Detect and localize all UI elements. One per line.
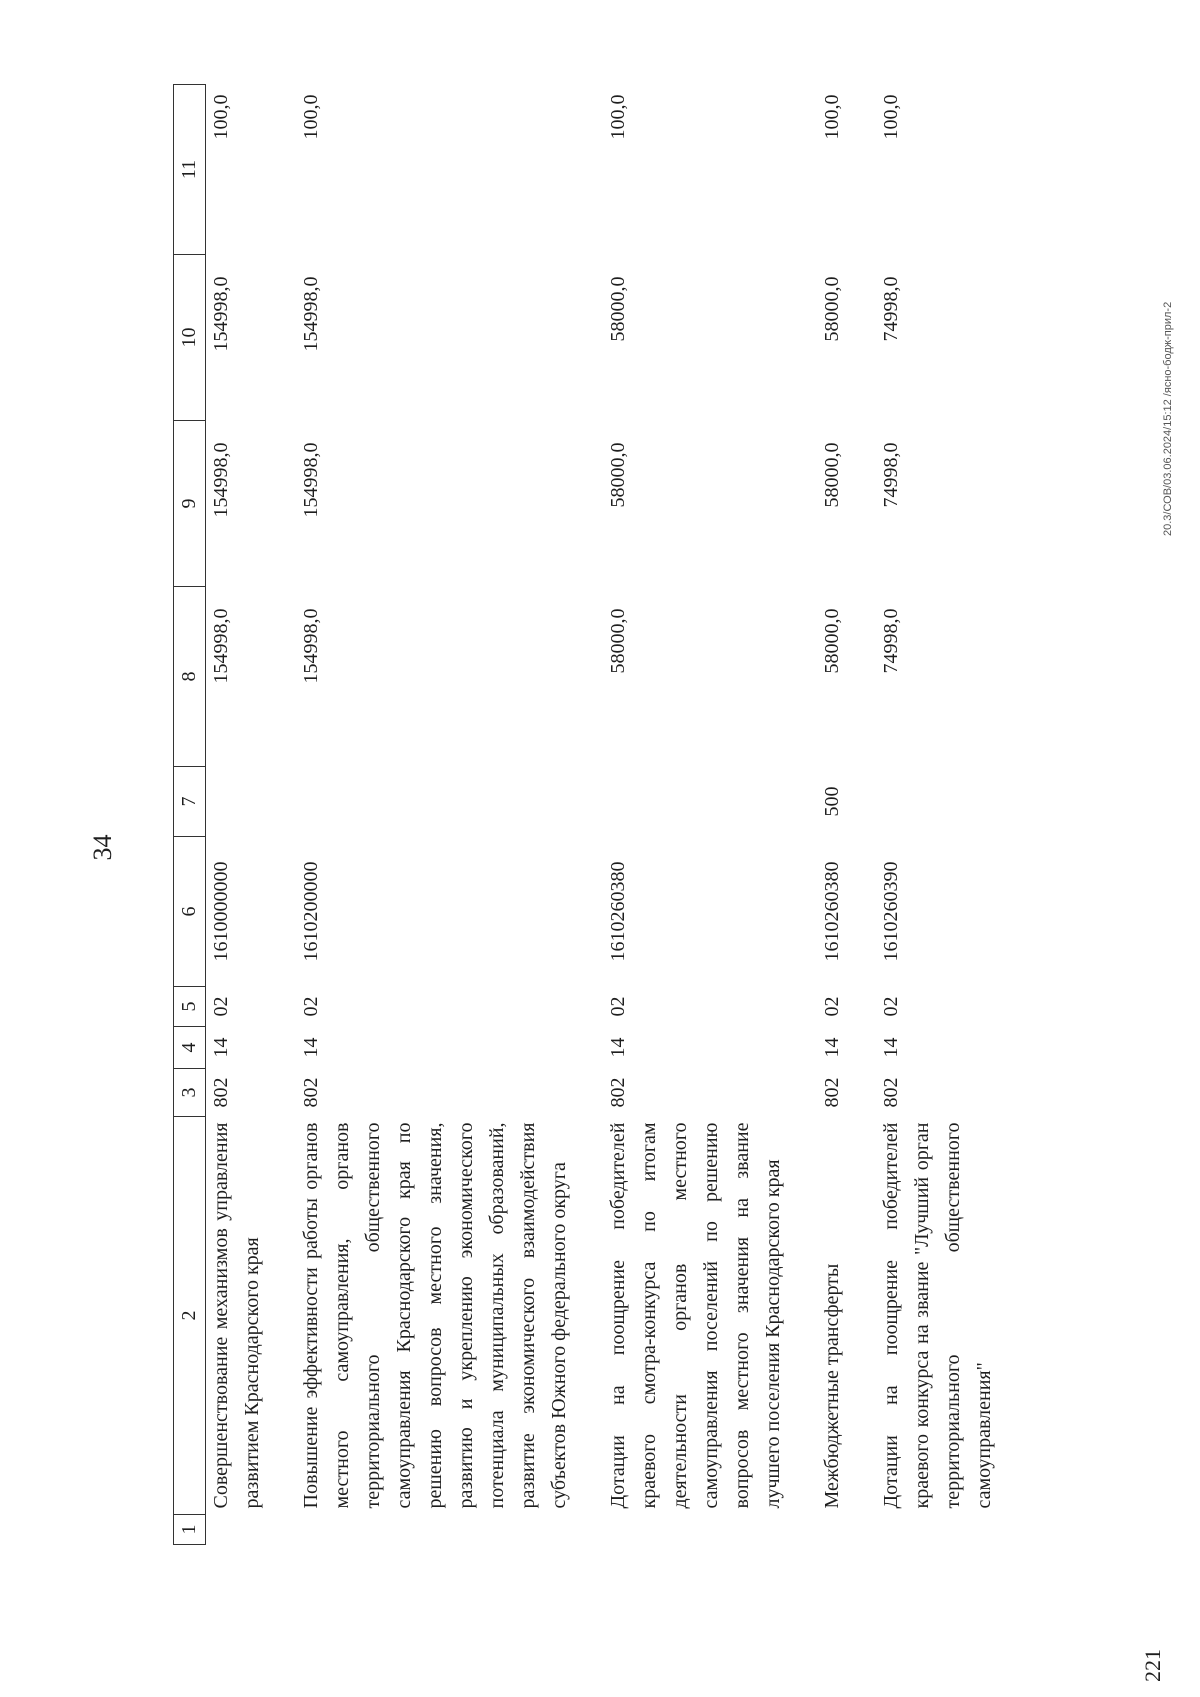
- amount-col-10: 58000,0: [821, 276, 843, 342]
- column-header: 11: [174, 85, 206, 255]
- subsection-code: 02: [880, 996, 902, 1017]
- percent-col-11: 100,0: [300, 94, 322, 140]
- table-row: [876, 85, 1028, 1545]
- amount-col-9: 154998,0: [210, 442, 232, 518]
- amount-col-8: 58000,0: [607, 608, 629, 674]
- ministry-code: 802: [880, 1077, 902, 1108]
- target-article-code: 1610200000: [300, 861, 322, 962]
- column-header: 1: [174, 1515, 206, 1545]
- row-number: [296, 1515, 603, 1545]
- column-header: 2: [174, 1117, 206, 1515]
- sheet-number: 221: [1140, 1649, 1165, 1682]
- amount-col-9: 154998,0: [300, 442, 322, 518]
- row-description: Повышение эффективности работы органов местного самоуправления, органов территориального общественного самоуправления Краснодарского края по решению вопросов местного значения, развитию и укреплению экономического потенциала муниципальных образований, развитие экономического взаимодействия субъектов Южного федерального округа: [300, 1122, 570, 1509]
- percent-col-11: 100,0: [210, 94, 232, 140]
- ministry-code: 802: [821, 1077, 843, 1108]
- amount-col-9: 74998,0: [880, 442, 902, 508]
- section-code: 14: [821, 1037, 843, 1058]
- row-description: Совершенствование механизмов управления развитием Краснодарского края: [210, 1122, 263, 1509]
- target-article-code: 1610260380: [821, 861, 843, 962]
- table-header-row: [174, 85, 206, 1545]
- page-number: 34: [88, 834, 117, 861]
- row-description: Межбюджетные трансферты: [821, 1263, 843, 1509]
- amount-col-10: 154998,0: [300, 276, 322, 352]
- amount-col-8: 58000,0: [821, 608, 843, 674]
- target-article-code: 1610260390: [880, 861, 902, 962]
- row-description: Дотации на поощрение победителей краевого смотра-конкурса по итогам деятельности органов местного самоуправления поселений по решению вопросов местного значения на звание лучшего поселения Краснодарского края: [607, 1122, 784, 1509]
- section-code: 14: [880, 1037, 902, 1058]
- section-code: 14: [300, 1037, 322, 1058]
- subsection-code: 02: [607, 996, 629, 1017]
- column-header: 8: [174, 587, 206, 767]
- table-row: [603, 85, 817, 1545]
- amount-col-8: 74998,0: [880, 608, 902, 674]
- target-article-code: 1610000000: [210, 861, 232, 962]
- target-article-code: 1610260380: [607, 861, 629, 962]
- section-code: 14: [607, 1037, 629, 1058]
- budget-table: [173, 84, 1028, 1545]
- ministry-code: 802: [607, 1077, 629, 1108]
- subsection-code: 02: [821, 996, 843, 1017]
- row-number: [817, 1515, 876, 1545]
- row-number: [206, 1515, 297, 1545]
- expense-type-code: [876, 767, 1028, 837]
- expense-type-code: [603, 767, 817, 837]
- expense-type-code: [206, 767, 297, 837]
- column-header: 7: [174, 767, 206, 837]
- amount-col-9: 58000,0: [607, 442, 629, 508]
- table-row: [296, 85, 603, 1545]
- expense-type-code: [296, 767, 603, 837]
- ministry-code: 802: [210, 1077, 232, 1108]
- amount-col-10: 58000,0: [607, 276, 629, 342]
- row-number: [603, 1515, 817, 1545]
- row-number: [876, 1515, 1028, 1545]
- table-row: [206, 85, 297, 1545]
- percent-col-11: 100,0: [821, 94, 843, 140]
- column-header: 6: [174, 837, 206, 987]
- subsection-code: 02: [300, 996, 322, 1017]
- amount-col-10: 74998,0: [880, 276, 902, 342]
- amount-col-8: 154998,0: [300, 608, 322, 684]
- amount-col-8: 154998,0: [210, 608, 232, 684]
- table-row: [817, 85, 876, 1545]
- column-header: 10: [174, 255, 206, 421]
- amount-col-9: 58000,0: [821, 442, 843, 508]
- column-header: 3: [174, 1069, 206, 1117]
- expense-type-code: 500: [821, 786, 843, 817]
- column-header: 9: [174, 421, 206, 587]
- percent-col-11: 100,0: [607, 94, 629, 140]
- subsection-code: 02: [210, 996, 232, 1017]
- ministry-code: 802: [300, 1077, 322, 1108]
- file-stamp: 20.3/СОВ/03.06.2024/15:12 /ясно-бодж-прил-2: [1162, 301, 1174, 536]
- section-code: 14: [210, 1037, 232, 1058]
- percent-col-11: 100,0: [880, 94, 902, 140]
- column-header: 5: [174, 987, 206, 1027]
- column-header: 4: [174, 1027, 206, 1069]
- amount-col-10: 154998,0: [210, 276, 232, 352]
- row-description: Дотации на поощрение победителей краевого конкурса на звание "Лучший орган территориального общественного самоуправления": [880, 1122, 995, 1509]
